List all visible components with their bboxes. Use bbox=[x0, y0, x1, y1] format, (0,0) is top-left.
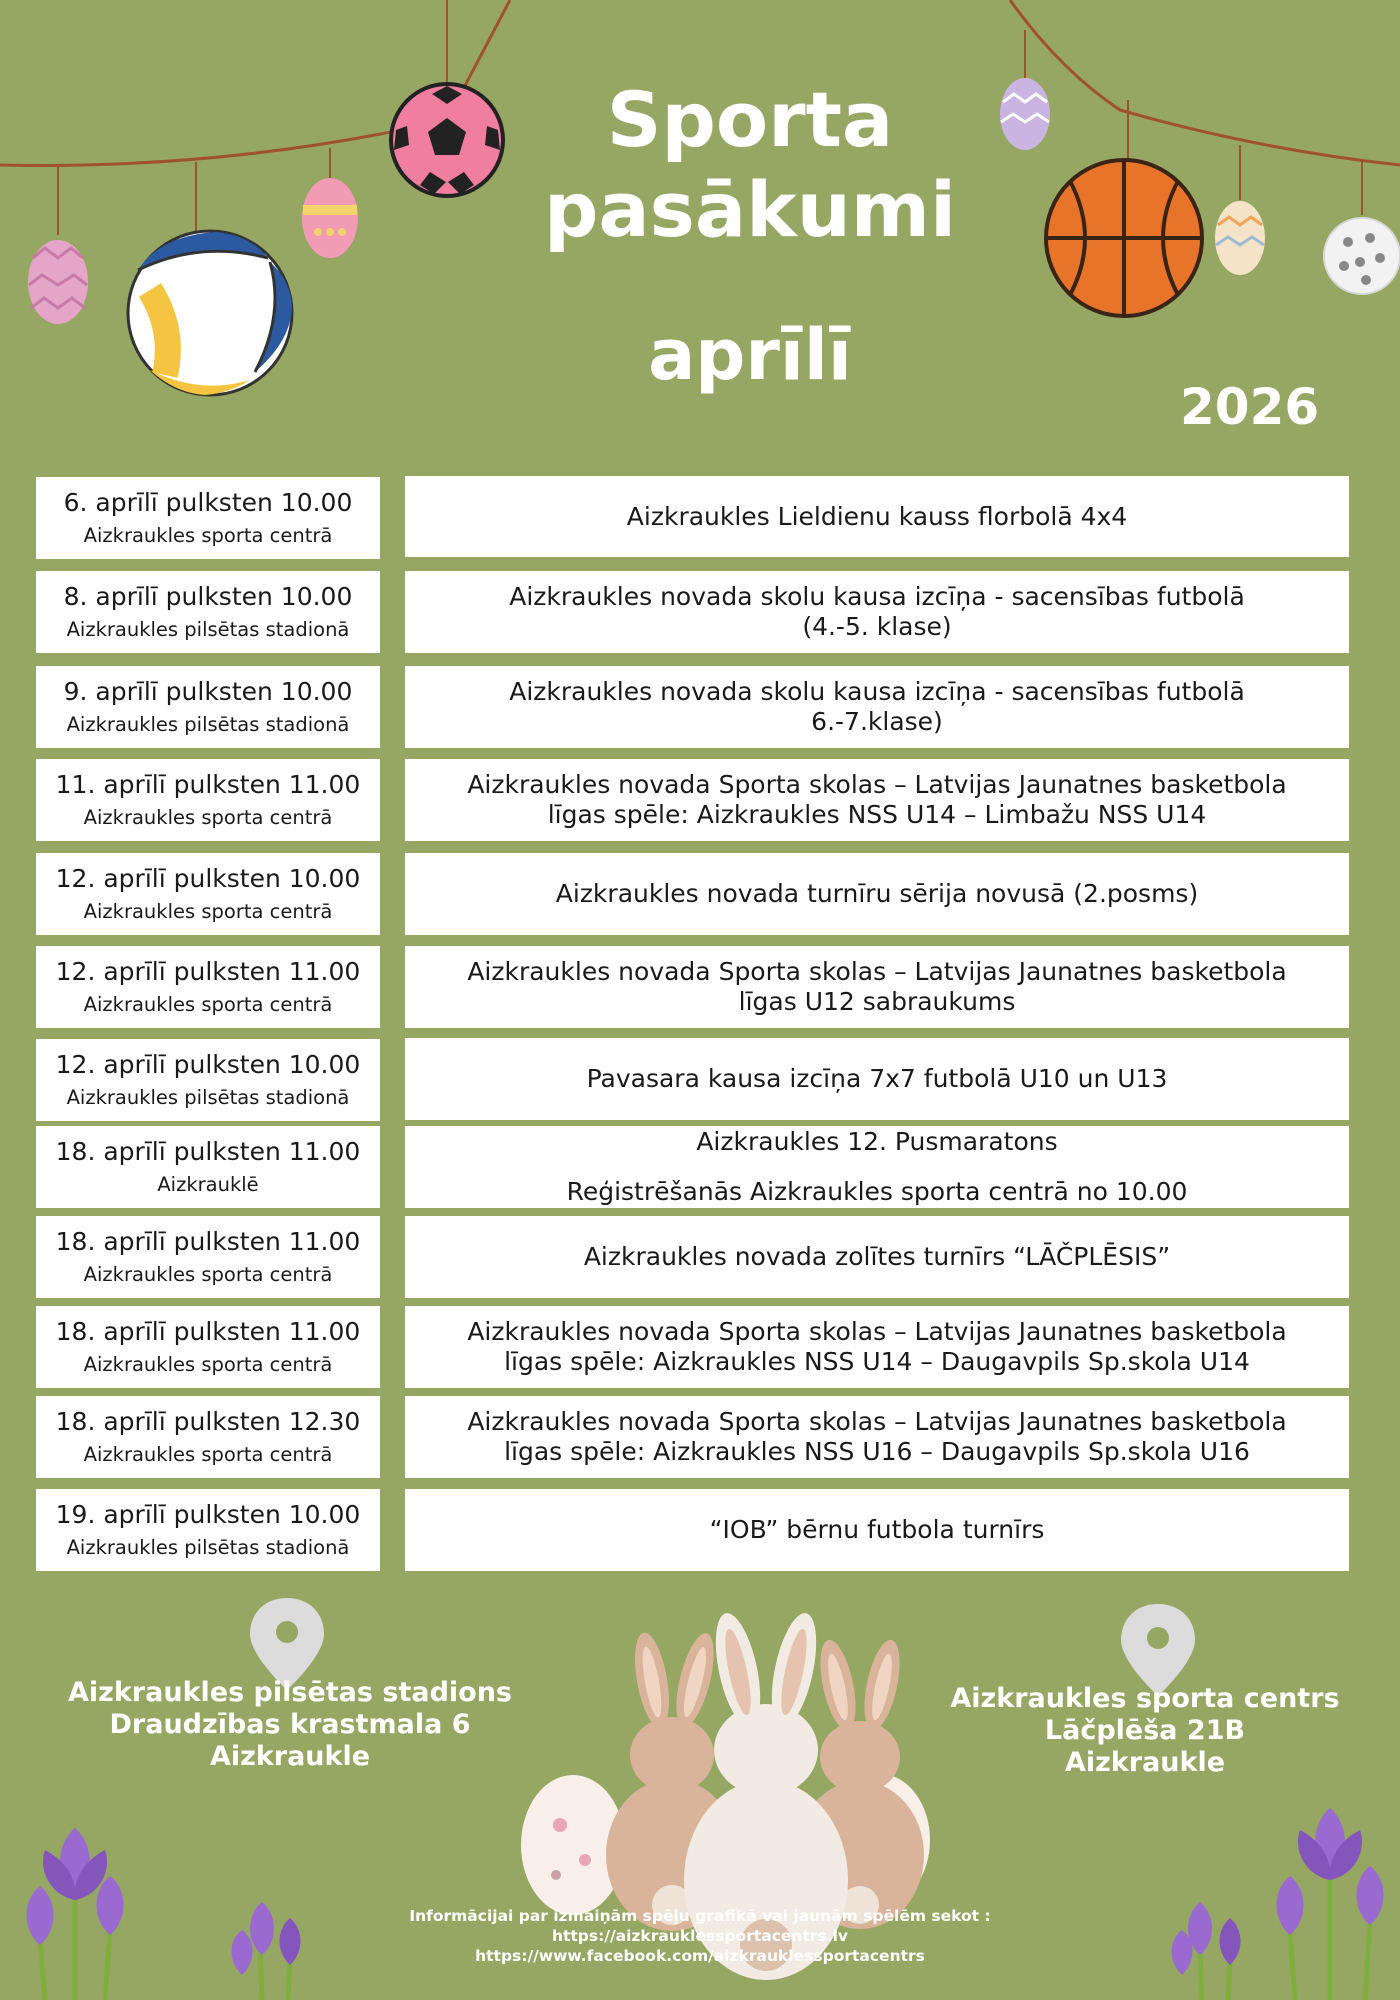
event-date: 9. aprīlī pulksten 10.00 bbox=[63, 676, 353, 706]
soccer-ball-icon bbox=[391, 84, 503, 196]
event-date: 18. aprīlī pulksten 12.30 bbox=[55, 1406, 361, 1436]
event-date: 18. aprīlī pulksten 11.00 bbox=[55, 1226, 361, 1256]
event-datetime-cell bbox=[36, 1216, 380, 1298]
event-title-cell bbox=[405, 1038, 1349, 1120]
event-venue: Aizkraukles pilsētas stadionā bbox=[66, 712, 350, 736]
event-title: Aizkraukles novada turnīru sērija novusā (2.posms) bbox=[555, 879, 1199, 908]
event-datetime-cell bbox=[36, 853, 380, 935]
location-name: Aizkraukles pilsētas stadions bbox=[67, 1677, 512, 1708]
event-title-cell bbox=[405, 1396, 1349, 1478]
event-date: 12. aprīlī pulksten 10.00 bbox=[55, 1049, 361, 1079]
event-date: 19. aprīlī pulksten 10.00 bbox=[55, 1499, 361, 1529]
event-title-cell bbox=[405, 946, 1349, 1028]
event-date: 12. aprīlī pulksten 10.00 bbox=[55, 863, 361, 893]
event-title: Aizkraukles novada Sporta skolas – Latvijas Jaunatnes basketbola bbox=[467, 957, 1287, 986]
easter-egg-icon bbox=[302, 178, 358, 258]
event-venue: Aizkraukles sporta centrā bbox=[83, 992, 333, 1016]
footer-note: Informācijai par izmaiņām spēļu grafikā vai jaunām spēlēm sekot : bbox=[409, 1907, 991, 1925]
volleyball-icon bbox=[128, 231, 292, 395]
event-datetime-cell bbox=[36, 1126, 380, 1208]
easter-egg-icon bbox=[1000, 78, 1050, 150]
event-date: 11. aprīlī pulksten 11.00 bbox=[55, 769, 361, 799]
event-title-line2: līgas spēle: Aizkraukles NSS U16 – Daugavpils Sp.skola U16 bbox=[504, 1437, 1250, 1466]
event-date: 18. aprīlī pulksten 11.00 bbox=[55, 1316, 361, 1346]
location-name: Aizkraukles sporta centrs bbox=[950, 1683, 1340, 1714]
event-venue: Aizkraukles sporta centrā bbox=[83, 1262, 333, 1286]
event-title-cell bbox=[405, 1306, 1349, 1388]
page-title: Sporta bbox=[606, 75, 894, 164]
event-venue: Aizkraukles sporta centrā bbox=[83, 1442, 333, 1466]
facebook-link[interactable]: https://www.facebook.com/aizkrauklessportacentrs bbox=[475, 1947, 925, 1966]
event-date: 18. aprīlī pulksten 11.00 bbox=[55, 1136, 361, 1166]
easter-egg-icon bbox=[28, 240, 88, 324]
event-title-cell bbox=[405, 476, 1349, 557]
floorball-icon bbox=[1324, 218, 1400, 294]
event-datetime-cell bbox=[36, 1489, 380, 1571]
month-title: aprīlī bbox=[648, 314, 852, 396]
event-venue: Aizkraukles pilsētas stadionā bbox=[66, 1535, 350, 1559]
event-datetime-cell bbox=[36, 946, 380, 1028]
page-title-line2: pasākumi bbox=[543, 165, 957, 254]
event-title-line2: līgas spēle: Aizkraukles NSS U14 – Limbažu NSS U14 bbox=[547, 800, 1207, 829]
event-title-cell bbox=[405, 1126, 1349, 1208]
event-title: “IOB” bērnu futbola turnīrs bbox=[709, 1515, 1045, 1544]
location-sports-centre bbox=[920, 1683, 1370, 1779]
event-datetime-cell bbox=[36, 1039, 380, 1121]
event-venue: Aizkraukles sporta centrā bbox=[83, 899, 333, 923]
event-title: Aizkraukles novada Sporta skolas – Latvijas Jaunatnes basketbola bbox=[467, 1317, 1287, 1346]
event-title: Aizkraukles novada Sporta skolas – Latvijas Jaunatnes basketbola bbox=[467, 770, 1287, 799]
year-label: 2026 bbox=[1180, 378, 1320, 436]
event-title-cell bbox=[405, 1489, 1349, 1571]
event-title-cell bbox=[405, 759, 1349, 841]
website-link[interactable]: https://aizkrauklessportacentrs.lv bbox=[551, 1927, 849, 1946]
event-date: 12. aprīlī pulksten 11.00 bbox=[55, 956, 361, 986]
event-title: Aizkraukles novada skolu kausa izcīņa - sacensības futbolā bbox=[509, 582, 1245, 611]
location-street: Lāčplēša 21B bbox=[1044, 1714, 1246, 1746]
event-title-cell bbox=[405, 853, 1349, 935]
event-venue: Aizkrauklē bbox=[157, 1172, 259, 1196]
event-datetime-cell bbox=[36, 759, 380, 841]
event-registration-note: Reģistrēšanās Aizkraukles sporta centrā no 10.00 bbox=[566, 1177, 1188, 1206]
event-title-line2: līgas U12 sabraukums bbox=[738, 987, 1016, 1016]
event-date: 8. aprīlī pulksten 10.00 bbox=[63, 581, 353, 611]
event-title: Pavasara kausa izcīņa 7x7 futbolā U10 un U13 bbox=[586, 1064, 1168, 1093]
event-title-cell bbox=[405, 571, 1349, 653]
event-title: Aizkraukles 12. Pusmaratons bbox=[696, 1127, 1058, 1156]
event-venue: Aizkraukles sporta centrā bbox=[83, 523, 333, 547]
event-title-line2: līgas spēle: Aizkraukles NSS U14 – Daugavpils Sp.skola U14 bbox=[504, 1347, 1250, 1376]
event-title-line2: (4.-5. klase) bbox=[802, 612, 952, 641]
event-datetime-cell bbox=[36, 1396, 380, 1478]
event-datetime-cell bbox=[36, 1306, 380, 1388]
basketball-icon bbox=[1046, 160, 1202, 316]
easter-egg-icon bbox=[1215, 201, 1265, 275]
location-city: Aizkraukle bbox=[1064, 1746, 1226, 1778]
footer-info bbox=[380, 1906, 1020, 1966]
event-title: Aizkraukles novada skolu kausa izcīņa - sacensības futbolā bbox=[509, 677, 1245, 706]
location-street: Draudzības krastmala 6 bbox=[109, 1708, 471, 1740]
event-title: Aizkraukles Lieldienu kauss florbolā 4x4 bbox=[626, 501, 1128, 531]
crocus-flowers-right bbox=[1172, 1808, 1384, 2000]
location-city: Aizkraukle bbox=[209, 1740, 371, 1772]
event-venue: Aizkraukles sporta centrā bbox=[83, 1352, 333, 1376]
event-venue: Aizkraukles pilsētas stadionā bbox=[66, 617, 350, 641]
location-stadium bbox=[60, 1677, 520, 1773]
event-title: Aizkraukles novada Sporta skolas – Latvijas Jaunatnes basketbola bbox=[467, 1407, 1287, 1436]
event-venue: Aizkraukles pilsētas stadionā bbox=[66, 1085, 350, 1109]
event-date: 6. aprīlī pulksten 10.00 bbox=[63, 487, 353, 517]
crocus-flowers-left bbox=[27, 1828, 301, 2000]
event-title-cell bbox=[405, 666, 1349, 748]
event-venue: Aizkraukles sporta centrā bbox=[83, 805, 333, 829]
event-datetime-cell bbox=[36, 477, 380, 559]
event-datetime-cell bbox=[36, 571, 380, 653]
event-title: Aizkraukles novada zolītes turnīrs “LĀČPLĒSIS” bbox=[583, 1242, 1171, 1271]
event-title-cell bbox=[405, 1216, 1349, 1298]
garland-right bbox=[1010, 0, 1400, 165]
event-datetime-cell bbox=[36, 666, 380, 748]
event-title-line2: 6.-7.klase) bbox=[811, 707, 943, 736]
